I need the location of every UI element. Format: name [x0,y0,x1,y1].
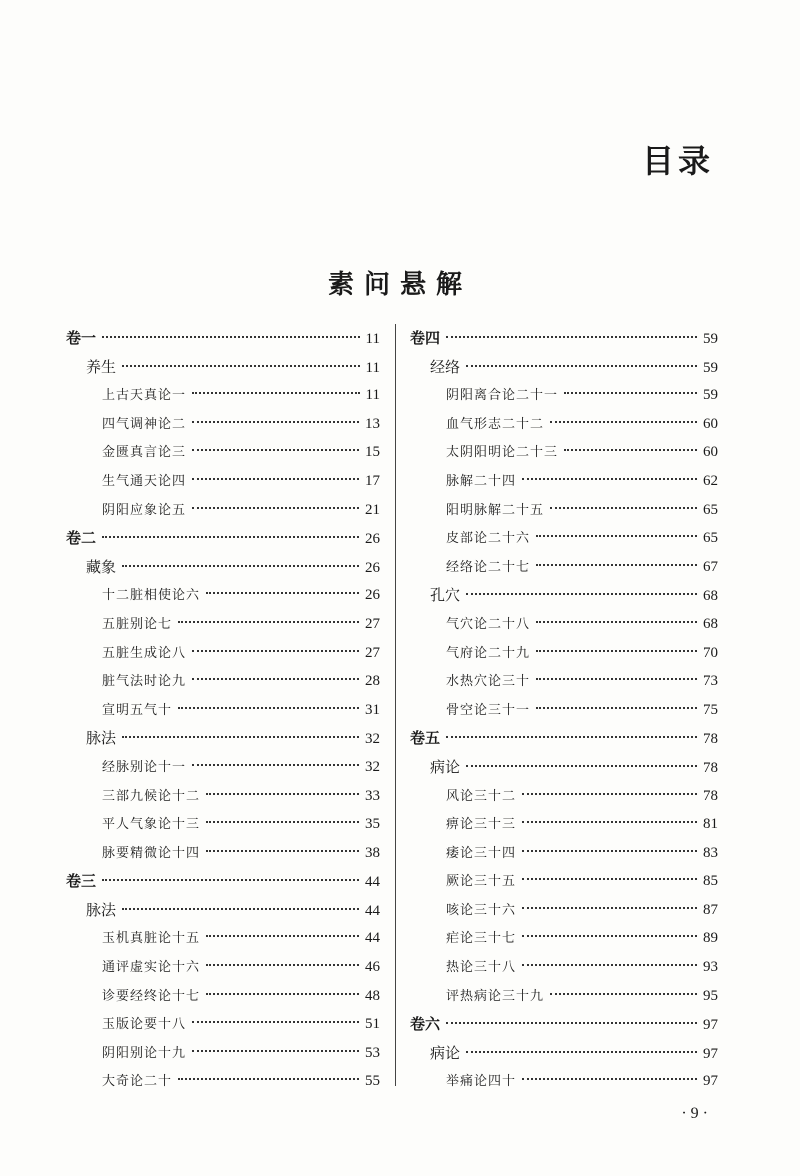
toc-entry-page: 11 [365,387,380,404]
toc-entry-label: 风论三十二 [446,788,517,804]
toc-entry-label: 热论三十八 [446,960,517,976]
toc-entry-page: 13 [365,415,380,432]
dot-leader [564,391,697,394]
dot-leader [564,448,697,451]
toc-chapter-row[interactable] [410,896,718,925]
toc-entry-page: 60 [703,415,718,432]
dot-leader [536,706,697,709]
dot-leader [206,849,359,852]
toc-entry-page: 48 [365,987,380,1004]
dot-leader [206,934,359,937]
dot-leader [536,563,697,566]
dot-leader [522,820,697,823]
toc-entry-label: 举痛论四十 [446,1074,517,1090]
dot-leader [466,1050,697,1053]
toc-entry-page: 97 [703,1073,718,1090]
dot-leader [192,1020,359,1023]
dot-leader [192,391,360,394]
toc-entry-label: 玉机真脏论十五 [102,931,201,947]
dot-leader [192,477,359,480]
toc-chapter-row[interactable] [410,1067,718,1096]
toc-entry-page: 26 [365,559,380,576]
toc-chapter-row[interactable] [66,610,380,639]
toc-volume-row[interactable] [66,867,380,896]
toc-entry-label: 金匮真言论三 [102,445,187,461]
toc-entry-label: 皮部论二十六 [446,531,531,547]
toc-entry-page: 17 [365,472,380,489]
toc-chapter-row[interactable] [410,839,718,868]
dot-leader [522,934,697,937]
toc-entry-label: 血气形志二十二 [446,416,545,432]
toc-entry-page: 73 [703,673,718,690]
toc-volume-row[interactable] [410,1010,718,1039]
toc-chapter-row[interactable] [66,1039,380,1068]
page-title: 目录 [641,142,714,180]
toc-column-left [66,324,380,1096]
toc-entry-label: 卷三 [66,872,97,891]
toc-chapter-row[interactable] [66,1010,380,1039]
toc-entry-page: 33 [365,787,380,804]
toc-chapter-row[interactable] [410,667,718,696]
toc-chapter-row[interactable] [66,753,380,782]
toc-entry-page: 89 [703,930,718,947]
toc-chapter-row[interactable] [66,438,380,467]
toc-entry-page: 46 [365,959,380,976]
toc-entry-page: 78 [703,759,718,776]
toc-entry-page: 27 [365,615,380,632]
toc-chapter-row[interactable] [66,982,380,1011]
toc-section-row[interactable] [410,581,718,610]
toc-entry-label: 藏象 [86,557,117,576]
toc-entry-page: 44 [365,874,380,891]
dot-leader [550,420,697,423]
toc-entry-label: 评热病论三十九 [446,988,545,1004]
toc-entry-page: 21 [365,501,380,518]
toc-chapter-row[interactable] [66,467,380,496]
dot-leader [550,992,697,995]
toc-entry-label: 三部九候论十二 [102,788,201,804]
toc-entry-label: 五脏别论七 [102,616,173,632]
dot-leader [122,564,359,567]
dot-leader [178,706,359,709]
toc-section-row[interactable] [66,896,380,925]
toc-volume-row[interactable] [66,524,380,553]
dot-leader [466,364,697,367]
toc-chapter-row[interactable] [66,924,380,953]
toc-entry-label: 四气调神论二 [102,416,187,432]
dot-leader [446,335,697,338]
toc-entry-label: 骨空论三十一 [446,702,531,718]
toc-entry-label: 卷六 [410,1015,441,1034]
dot-leader [206,792,359,795]
toc-entry-label: 卷五 [410,729,441,748]
toc-entry-label: 经络 [430,357,461,376]
dot-leader [446,1021,697,1024]
dot-leader [206,963,359,966]
toc-entry-label: 卷一 [66,329,97,347]
toc-entry-page: 11 [365,331,380,347]
toc-section-row[interactable] [66,553,380,582]
toc-entry-page: 27 [365,644,380,661]
toc-entry-label: 卷二 [66,529,97,548]
toc-entry-page: 85 [703,873,718,890]
toc-entry-page: 68 [703,615,718,632]
dot-leader [466,764,697,767]
toc-entry-label: 十二脏相使论六 [102,588,201,604]
toc-entry-page: 55 [365,1073,380,1090]
toc-entry-page: 60 [703,444,718,461]
toc-chapter-row[interactable] [410,924,718,953]
toc-section-row[interactable] [410,753,718,782]
toc-entry-label: 脉要精微论十四 [102,845,201,861]
dot-leader [102,535,359,538]
toc-entry-page: 78 [703,787,718,804]
toc-entry-label: 痹论三十三 [446,817,517,833]
toc-entry-page: 65 [703,501,718,518]
toc-chapter-row[interactable] [66,381,380,410]
toc-entry-page: 28 [365,673,380,690]
toc-entry-page: 59 [703,331,718,347]
dot-leader [122,735,359,738]
toc-entry-label: 平人气象论十三 [102,817,201,833]
dot-leader [550,506,697,509]
toc-chapter-row[interactable] [66,639,380,668]
toc-chapter-row[interactable] [410,782,718,811]
toc-entry-page: 26 [365,587,380,604]
toc-chapter-row[interactable] [410,381,718,410]
toc-entry-page: 44 [365,930,380,947]
toc-entry-label: 玉版论要十八 [102,1017,187,1033]
toc-entry-page: 81 [703,816,718,833]
dot-leader [102,335,360,338]
dot-leader [192,448,359,451]
toc-entry-label: 阳明脉解二十五 [446,502,545,518]
dot-leader [522,477,697,480]
toc-entry-label: 病论 [430,757,461,776]
toc-entry-page: 83 [703,844,718,861]
toc-entry-page: 67 [703,558,718,575]
dot-leader [206,591,359,594]
toc-entry-label: 疟论三十七 [446,931,517,947]
toc-section-row[interactable] [410,353,718,382]
toc-chapter-row[interactable] [66,953,380,982]
toc-chapter-row[interactable] [410,639,718,668]
toc-chapter-row[interactable] [410,953,718,982]
toc-entry-label: 经络论二十七 [446,559,531,575]
toc-entry-page: 32 [365,731,380,748]
toc-entry-label: 脉解二十四 [446,473,517,489]
dot-leader [192,677,359,680]
toc-chapter-row[interactable] [410,410,718,439]
toc-entry-label: 五脏生成论八 [102,645,187,661]
toc-entry-page: 53 [365,1044,380,1061]
toc-entry-page: 95 [703,987,718,1004]
toc-entry-page: 75 [703,701,718,718]
toc-chapter-row[interactable] [66,496,380,525]
toc-volume-row[interactable] [410,324,718,353]
toc-entry-label: 阴阳应象论五 [102,502,187,518]
toc-entry-label: 上古天真论一 [102,388,187,404]
toc-entry-page: 93 [703,959,718,976]
toc-chapter-row[interactable] [66,810,380,839]
toc-entry-page: 68 [703,588,718,605]
dot-leader [122,907,359,910]
toc-chapter-row[interactable] [410,467,718,496]
toc-entry-label: 大奇论二十 [102,1074,173,1090]
toc-entry-page: 87 [703,901,718,918]
toc-entry-label: 痿论三十四 [446,845,517,861]
toc-chapter-row[interactable] [66,667,380,696]
dot-leader [178,1077,359,1080]
dot-leader [206,992,359,995]
toc-entry-label: 宣明五气十 [102,702,173,718]
toc-entry-page: 78 [703,731,718,748]
dot-leader [192,1049,359,1052]
toc-section-row[interactable] [66,724,380,753]
toc-entry-page: 62 [703,472,718,489]
dot-leader [522,1077,697,1080]
toc-entry-label: 太阴阳明论二十三 [446,445,559,461]
toc-entry-label: 阴阳别论十九 [102,1045,187,1061]
toc-entry-page: 97 [703,1017,718,1034]
dot-leader [178,620,359,623]
toc-chapter-row[interactable] [66,581,380,610]
toc-chapter-row[interactable] [410,982,718,1011]
toc-entry-label: 气穴论二十八 [446,616,531,632]
dot-leader [122,364,360,367]
toc-entry-label: 阴阳离合论二十一 [446,388,559,404]
toc-column-right [410,324,718,1096]
toc-volume-row[interactable] [410,724,718,753]
toc-entry-page: 97 [703,1045,718,1062]
toc-entry-page: 11 [365,359,380,376]
dot-leader [536,649,697,652]
dot-leader [102,878,359,881]
column-divider [395,324,396,1086]
toc-volume-row[interactable] [66,324,380,353]
toc-chapter-row[interactable] [66,410,380,439]
toc-entry-label: 咳论三十六 [446,902,517,918]
dot-leader [446,735,697,738]
toc-entry-label: 气府论二十九 [446,645,531,661]
dot-leader [522,906,697,909]
toc-entry-page: 44 [365,902,380,919]
dot-leader [192,506,359,509]
toc-chapter-row[interactable] [66,782,380,811]
toc-entry-page: 70 [703,644,718,661]
dot-leader [522,963,697,966]
toc-entry-page: 38 [365,844,380,861]
toc-chapter-row[interactable] [66,839,380,868]
toc-entry-label: 水热穴论三十 [446,674,531,690]
dot-leader [536,620,697,623]
toc-entry-label: 病论 [430,1043,461,1062]
toc-chapter-row[interactable] [410,867,718,896]
toc-entry-page: 51 [365,1016,380,1033]
toc-chapter-row[interactable] [410,438,718,467]
dot-leader [192,420,359,423]
toc-entry-page: 59 [703,387,718,404]
toc-entry-label: 经脉别论十一 [102,759,187,775]
toc-entry-page: 59 [703,359,718,376]
toc-chapter-row[interactable] [66,696,380,725]
toc-chapter-row[interactable] [410,496,718,525]
toc-entry-page: 65 [703,530,718,547]
dot-leader [206,820,359,823]
toc-chapter-row[interactable] [66,1067,380,1096]
toc-section-row[interactable] [66,353,380,382]
toc-entry-label: 养生 [86,357,117,376]
toc-section-row[interactable] [410,1039,718,1068]
toc-entry-label: 卷四 [410,329,441,347]
toc-entry-label: 脉法 [86,729,117,748]
dot-leader [522,792,697,795]
toc-entry-page: 35 [365,816,380,833]
toc-entry-label: 脉法 [86,900,117,919]
toc-chapter-row[interactable] [410,553,718,582]
dot-leader [466,592,697,595]
toc-chapter-row[interactable] [410,696,718,725]
page-number: · 9 · [681,1105,708,1122]
toc-chapter-row[interactable] [410,524,718,553]
dot-leader [536,534,697,537]
dot-leader [192,649,359,652]
toc-entry-label: 诊要经终论十七 [102,988,201,1004]
toc-entry-label: 孔穴 [430,586,461,605]
dot-leader [522,849,697,852]
toc-entry-label: 通评虚实论十六 [102,960,201,976]
toc-entry-label: 脏气法时论九 [102,674,187,690]
dot-leader [536,677,697,680]
toc-entry-label: 生气通天论四 [102,473,187,489]
toc-entry-label: 厥论三十五 [446,874,517,890]
toc-chapter-row[interactable] [410,610,718,639]
book-title: 素问悬解 [327,270,472,300]
toc-entry-page: 15 [365,444,380,461]
dot-leader [192,763,359,766]
toc-entry-page: 26 [365,531,380,548]
toc-entry-page: 31 [365,701,380,718]
dot-leader [522,877,697,880]
toc-chapter-row[interactable] [410,810,718,839]
toc-entry-page: 32 [365,758,380,775]
